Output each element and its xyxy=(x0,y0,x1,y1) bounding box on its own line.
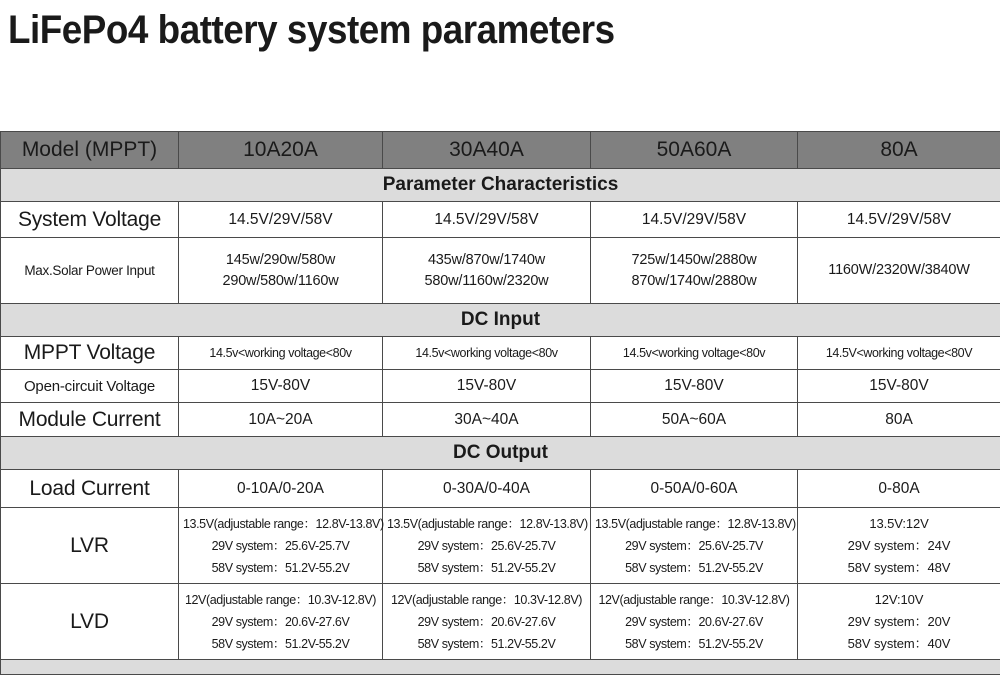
cell-mppt-voltage-50a60a: 14.5v<working voltage<80v xyxy=(591,337,798,370)
cell-line-1: 13.5V:12V xyxy=(802,513,996,535)
cell-system-voltage-80a: 14.5V/29V/58V xyxy=(798,202,1000,238)
cell-load-current-50a60a: 0-50A/0-60A xyxy=(591,470,798,508)
table-row-max-solar-power-input xyxy=(1,238,1000,304)
cell-system-voltage-30a40a: 14.5V/29V/58V xyxy=(383,202,591,238)
cell-line-1: 725w/1450w/2880w xyxy=(595,250,793,271)
cell-line-2: 29V system：20V xyxy=(802,611,996,633)
cell-max-solar-30a40a xyxy=(383,238,591,304)
table-row-module-current xyxy=(1,403,1000,437)
cell-line-1: 13.5V(adjustable range：12.8V-13.8V) xyxy=(183,513,378,535)
cell-line-1: 12V(adjustable range：10.3V-12.8V) xyxy=(595,589,793,611)
cell-load-current-10a20a: 0-10A/0-20A xyxy=(179,470,383,508)
header-col-10a20a: 10A20A xyxy=(179,132,383,169)
section-header-parameter-characteristics xyxy=(1,169,1000,202)
cell-line-1: 145w/290w/580w xyxy=(183,250,378,271)
row-label-module-current: Module Current xyxy=(1,403,179,437)
cell-line-2: 29V system：24V xyxy=(802,535,996,557)
row-label-max-solar-power-input: Max.Solar Power Input xyxy=(1,238,179,304)
cell-line-3: 58V system：51.2V-55.2V xyxy=(595,633,793,655)
cell-line-1: 12V(adjustable range：10.3V-12.8V) xyxy=(387,589,586,611)
cell-module-current-80a: 80A xyxy=(798,403,1000,437)
cell-line-2: 29V system：25.6V-25.7V xyxy=(595,535,793,557)
table-row-system-voltage xyxy=(1,202,1000,238)
cell-line-3: 58V system：51.2V-55.2V xyxy=(183,557,378,579)
cell-module-current-50a60a: 50A~60A xyxy=(591,403,798,437)
cell-line-2: 29V system：20.6V-27.6V xyxy=(387,611,586,633)
cell-lvd-50a60a xyxy=(591,584,798,660)
row-label-lvd: LVD xyxy=(1,584,179,660)
table-row-load-current xyxy=(1,470,1000,508)
table-row-partial-cutoff xyxy=(1,660,1000,675)
cell-line-3: 58V system：51.2V-55.2V xyxy=(595,557,793,579)
cell-load-current-30a40a: 0-30A/0-40A xyxy=(383,470,591,508)
cell-line-3: 58V system：51.2V-55.2V xyxy=(183,633,378,655)
section-header-dc-input xyxy=(1,304,1000,337)
cell-system-voltage-50a60a: 14.5V/29V/58V xyxy=(591,202,798,238)
section-label: DC Input xyxy=(1,304,1000,337)
cell-line-1: 435w/870w/1740w xyxy=(387,250,586,271)
row-label-load-current: Load Current xyxy=(1,470,179,508)
page-title: LiFePo4 battery system parameters xyxy=(8,2,615,58)
cell-line-3: 58V system：40V xyxy=(802,633,996,655)
cell-line-2: 29V system：20.6V-27.6V xyxy=(595,611,793,633)
cell-load-current-80a: 0-80A xyxy=(798,470,1000,508)
cell-open-circuit-80a: 15V-80V xyxy=(798,370,1000,403)
row-label-system-voltage: System Voltage xyxy=(1,202,179,238)
cell-open-circuit-30a40a: 15V-80V xyxy=(383,370,591,403)
cell-line-1: 12V(adjustable range：10.3V-12.8V) xyxy=(183,589,378,611)
table-row-lvr xyxy=(1,508,1000,584)
cell-mppt-voltage-10a20a: 14.5v<working voltage<80v xyxy=(179,337,383,370)
cell-line-1: 1160W/2320W/3840W xyxy=(802,260,996,281)
cell-line-3: 58V system：51.2V-55.2V xyxy=(387,633,586,655)
row-label-mppt-voltage: MPPT Voltage xyxy=(1,337,179,370)
header-col-30a40a: 30A40A xyxy=(383,132,591,169)
cell-line-2: 29V system：25.6V-25.7V xyxy=(387,535,586,557)
partial-section-band xyxy=(1,660,1000,675)
cell-max-solar-10a20a xyxy=(179,238,383,304)
section-header-dc-output xyxy=(1,437,1000,470)
cell-mppt-voltage-30a40a: 14.5v<working voltage<80v xyxy=(383,337,591,370)
table-header-row xyxy=(1,132,1000,169)
row-label-open-circuit-voltage: Open-circuit Voltage xyxy=(1,370,179,403)
cell-max-solar-50a60a xyxy=(591,238,798,304)
cell-line-2: 290w/580w/1160w xyxy=(183,271,378,292)
cell-line-3: 58V system：51.2V-55.2V xyxy=(387,557,586,579)
cell-lvr-10a20a xyxy=(179,508,383,584)
section-label: Parameter Characteristics xyxy=(1,169,1000,202)
cell-lvd-30a40a xyxy=(383,584,591,660)
cell-line-1: 13.5V(adjustable range：12.8V-13.8V) xyxy=(387,513,586,535)
header-col-80a: 80A xyxy=(798,132,1000,169)
cell-system-voltage-10a20a: 14.5V/29V/58V xyxy=(179,202,383,238)
cell-lvd-80a xyxy=(798,584,1000,660)
cell-line-1: 12V:10V xyxy=(802,589,996,611)
cell-open-circuit-10a20a: 15V-80V xyxy=(179,370,383,403)
cell-line-2: 870w/1740w/2880w xyxy=(595,271,793,292)
row-label-lvr: LVR xyxy=(1,508,179,584)
cell-line-2: 29V system：25.6V-25.7V xyxy=(183,535,378,557)
cell-line-3: 58V system：48V xyxy=(802,557,996,579)
cell-lvr-30a40a xyxy=(383,508,591,584)
cell-module-current-30a40a: 30A~40A xyxy=(383,403,591,437)
cell-max-solar-80a xyxy=(798,238,1000,304)
cell-open-circuit-50a60a: 15V-80V xyxy=(591,370,798,403)
cell-lvr-80a xyxy=(798,508,1000,584)
table-row-lvd xyxy=(1,584,1000,660)
header-col-50a60a: 50A60A xyxy=(591,132,798,169)
cell-lvd-10a20a xyxy=(179,584,383,660)
table-row-mppt-voltage xyxy=(1,337,1000,370)
cell-mppt-voltage-80a: 14.5V<working voltage<80V xyxy=(798,337,1000,370)
section-label: DC Output xyxy=(1,437,1000,470)
table-row-open-circuit-voltage xyxy=(1,370,1000,403)
cell-line-1: 13.5V(adjustable range：12.8V-13.8V) xyxy=(595,513,793,535)
cell-module-current-10a20a: 10A~20A xyxy=(179,403,383,437)
cell-lvr-50a60a xyxy=(591,508,798,584)
specifications-table xyxy=(0,131,1000,675)
cell-line-2: 580w/1160w/2320w xyxy=(387,271,586,292)
header-model-label: Model (MPPT) xyxy=(1,132,179,169)
cell-line-2: 29V system：20.6V-27.6V xyxy=(183,611,378,633)
